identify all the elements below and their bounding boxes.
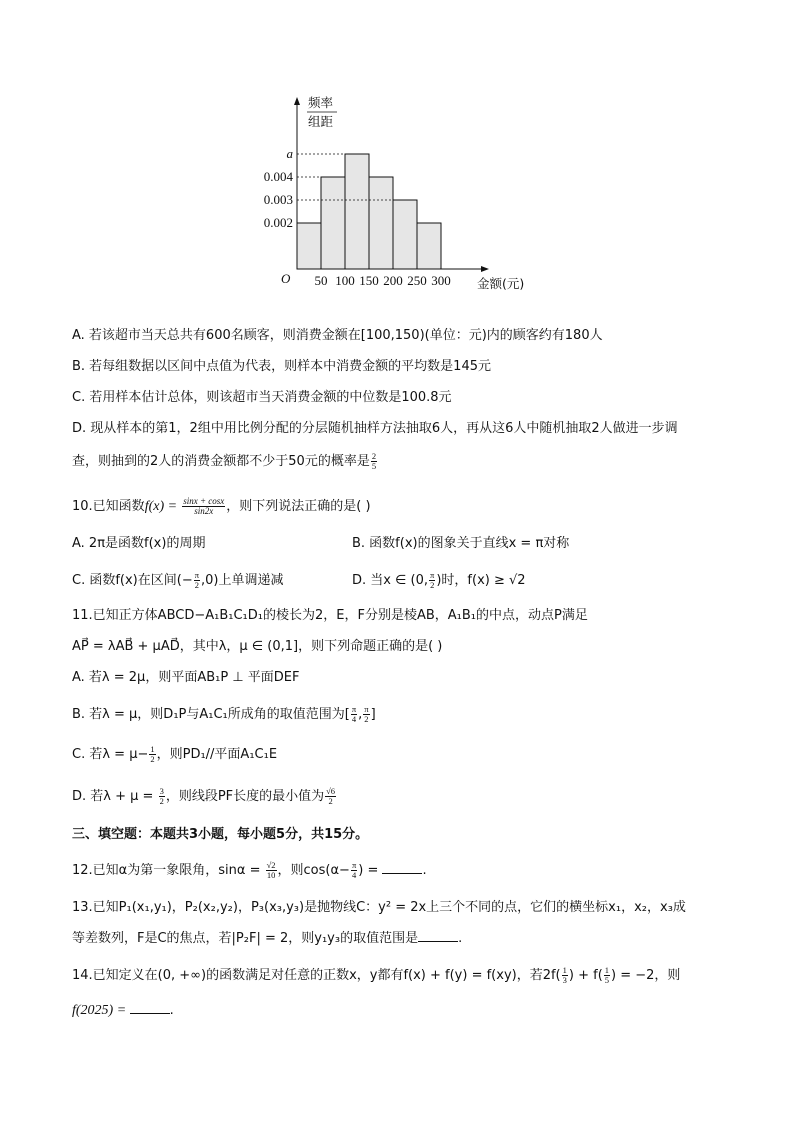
- q13-line1: 13.已知P₁(x₁,y₁)，P₂(x₂,y₂)，P₃(x₃,y₃)是抛物线C：y² = 2x上三个不同的点，它们的横坐标x₁，x₂，x₃成: [72, 900, 686, 915]
- q14-middle: ) + f(: [568, 968, 603, 983]
- q9-d-fraction: [371, 452, 377, 471]
- fraction-numerator: √6: [326, 786, 336, 796]
- q10-d-tail: )时，f(x) ≥ √2: [436, 573, 526, 588]
- q11-d-fraction: [159, 787, 165, 806]
- fraction-denominator: 2: [194, 580, 199, 590]
- fraction-numerator: π: [351, 860, 357, 870]
- fraction-numerator: 1: [604, 965, 610, 975]
- q14-fraction-2: [604, 966, 610, 985]
- fraction-denominator: 3: [562, 975, 567, 985]
- fraction-numerator: 2: [371, 451, 377, 461]
- fraction-denominator: 4: [351, 870, 357, 880]
- histogram-bar: [297, 223, 321, 269]
- q14-end: .: [169, 1003, 174, 1018]
- fraction-denominator: sin2x: [194, 506, 214, 516]
- fraction-denominator: 2: [328, 796, 333, 806]
- q14-line2: [72, 1001, 174, 1021]
- fraction-numerator: π: [430, 570, 435, 580]
- q10-option-a: A. 2π是函数f(x)的周期: [72, 536, 206, 551]
- fraction-denominator: 2: [159, 796, 164, 806]
- q12-cos-text: ，则cos(α−: [277, 863, 350, 878]
- fraction-denominator: 5: [604, 975, 610, 985]
- q11-b-fraction-2: [363, 705, 369, 724]
- q14-tail: ) = −2，则: [611, 968, 681, 983]
- q14-expression: f(2025) =: [72, 1003, 130, 1018]
- fraction-denominator: 5: [371, 461, 377, 471]
- q14-text: 14.已知定义在(0, +∞)的函数满足对任意的正数x，y都有f(x) + f(y) = f(xy)，若2f(: [72, 968, 561, 983]
- q10-d-text: D. 当x ∈ (0,: [352, 573, 429, 588]
- q11-b-tail: ]: [370, 707, 376, 722]
- fraction-denominator: 2: [150, 754, 155, 764]
- q13-line2: [72, 929, 462, 949]
- q12-sin-fraction: [266, 861, 277, 880]
- q12-pi-fraction: [351, 861, 357, 880]
- histogram-bar: [321, 177, 345, 269]
- fraction-numerator: π: [364, 704, 369, 714]
- q10-stem-tail: ，则下列说法正确的是( ): [226, 499, 371, 514]
- q10-function-fraction: [182, 497, 225, 516]
- q9-option-d-text: 查，则抽到的2人的消费金额都不少于50元的概率是: [72, 454, 370, 469]
- y-axis-label-top: 频率: [308, 95, 334, 110]
- q11-b-fraction-1: [351, 705, 357, 724]
- q11-stem-line1: 11.已知正方体ABCD−A₁B₁C₁D₁的棱长为2，E，F分别是棱AB，A₁B₁的中点，动点P满足: [72, 608, 588, 623]
- fraction-denominator: 10: [266, 870, 276, 880]
- q11-option-c: [72, 745, 277, 765]
- fraction-denominator: 4: [351, 714, 357, 724]
- q9-option-c: C. 若用样本估计总体，则该超市当天消费金额的中位数是100.8元: [72, 390, 452, 405]
- q11-b-text: B. 若λ = μ，则D₁P与A₁C₁所成角的取值范围为[: [72, 707, 350, 722]
- q10-d-fraction: [429, 571, 435, 590]
- q11-c-text: C. 若λ = μ−: [72, 747, 149, 762]
- q14-line1: [72, 966, 680, 986]
- x-tick-label: 250: [407, 273, 427, 288]
- y-tick-label: 0.004: [263, 169, 293, 184]
- x-axis-arrow-icon: [481, 266, 489, 272]
- q12: [72, 861, 427, 881]
- y-axis-arrow-icon: [294, 97, 300, 105]
- q11-option-a: A. 若λ = 2μ，则平面AB₁P ⊥ 平面DEF: [72, 670, 300, 685]
- x-tick-label: 150: [359, 273, 379, 288]
- frequency-histogram: [255, 88, 555, 298]
- q9-option-d-line2: [72, 452, 378, 472]
- x-axis-label: 金额(元): [477, 276, 525, 291]
- q10-option-c: [72, 571, 284, 591]
- x-tick-label: 300: [431, 273, 451, 288]
- q10-option-d: [352, 571, 526, 591]
- q10-c-fraction: [194, 571, 200, 590]
- q12-text: 12.已知α为第一象限角，sinα =: [72, 863, 265, 878]
- q10-c-text: C. 函数f(x)在区间(−: [72, 573, 193, 588]
- q9-option-b: B. 若每组数据以区间中点值为代表，则样本中消费金额的平均数是145元: [72, 359, 491, 374]
- fraction-numerator: sinx + cosx: [183, 496, 225, 506]
- q10-function-name: f(x) =: [144, 499, 178, 514]
- q10-c-tail: ,0)上单调递减: [201, 573, 284, 588]
- y-axis-label-bottom: 组距: [308, 114, 334, 129]
- q10-stem: [72, 497, 371, 517]
- origin-label: O: [281, 271, 291, 286]
- y-tick-label: 0.002: [263, 215, 293, 230]
- q10-option-b: B. 函数f(x)的图象关于直线x = π对称: [352, 536, 570, 551]
- y-tick-label: a: [286, 146, 293, 161]
- x-tick-label: 200: [383, 273, 403, 288]
- q11-d-middle: ，则线段PF长度的最小值为: [165, 789, 325, 804]
- q14-fraction-1: [562, 966, 568, 985]
- q11-stem-line2: AP⃗ = λAB⃗ + μAD⃗，其中λ，μ ∈ (0,1]，则下列命题正确的是( ): [72, 639, 443, 654]
- fraction-numerator: 3: [159, 786, 164, 796]
- section-3-heading: 三、填空题：本题共3小题，每小题5分，共15分。: [72, 827, 369, 842]
- q13-text: 等差数列，F是C的焦点，若|P₂F| = 2，则y₁y₃的取值范围是: [72, 931, 419, 946]
- q12-end: .: [422, 863, 427, 878]
- y-tick-label: 0.003: [263, 192, 293, 207]
- q10-stem-text: 10.已知函数: [72, 499, 145, 514]
- fraction-numerator: π: [194, 570, 200, 580]
- fraction-numerator: π: [351, 704, 357, 714]
- q9-option-a: A. 若该超市当天总共有600名顾客，则消费金额在[100,150)(单位：元)内的顾客约有180人: [72, 328, 603, 343]
- q12-equals: ) =: [358, 863, 383, 878]
- q11-d-text: D. 若λ + μ =: [72, 789, 158, 804]
- q12-answer-blank[interactable]: [382, 861, 422, 874]
- fraction-denominator: 2: [364, 714, 369, 724]
- fraction-numerator: 1: [150, 744, 155, 754]
- q11-option-b: B. 若λ = μ，则D₁P与A₁C₁所成角的取值范围为[ $\frac{\pi}{4}$ , $\frac{\pi}{2}$ ]: [72, 704, 376, 724]
- fraction-numerator: √2: [266, 860, 276, 870]
- histogram-bar: [393, 200, 417, 269]
- q9-option-d-line1: D. 现从样本的第1，2组中用比例分配的分层随机抽样方法抽取6人，再从这6人中随机抽取2人做进一步调: [72, 421, 678, 436]
- histogram-bar: [345, 154, 369, 269]
- q11-d-root-fraction: [325, 787, 336, 806]
- fraction-numerator: 1: [562, 965, 567, 975]
- q11-option-d: [72, 787, 337, 807]
- fraction-denominator: 2: [430, 580, 435, 590]
- x-tick-label: 50: [314, 273, 328, 288]
- histogram-bar: [417, 223, 441, 269]
- q11-c-fraction: [149, 745, 155, 764]
- q14-answer-blank[interactable]: [130, 1001, 170, 1014]
- histogram-bar: [369, 177, 393, 269]
- x-tick-label: 100: [335, 273, 355, 288]
- q13-end: .: [458, 931, 463, 946]
- q13-answer-blank[interactable]: [418, 929, 458, 942]
- q11-c-tail: ，则PD₁//平面A₁C₁E: [156, 747, 278, 762]
